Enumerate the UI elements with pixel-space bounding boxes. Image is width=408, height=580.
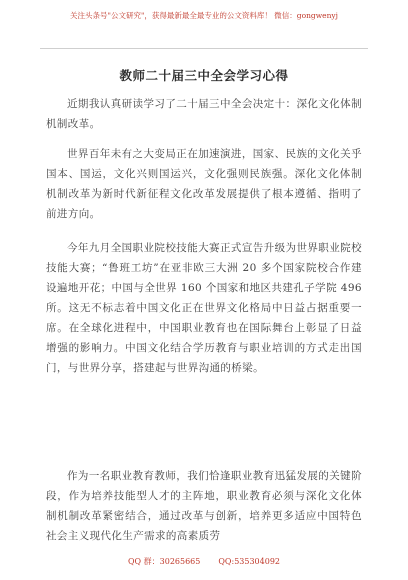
paragraph-2: 世界百年未有之大变局正在加速演进，国家、民族的文化关乎国本、国运，文化兴则国运兴，文化强则民族强。深化文化体制机制改革为新时代新征程文化改革发展提供了根本遵循、指明了前进方向。 xyxy=(46,148,362,220)
footer-qq: QQ:535304092 xyxy=(218,557,280,566)
footer-contact xyxy=(0,556,408,567)
header-divider xyxy=(40,48,368,49)
paragraph-1: 近期我认真研读学习了二十届三中全会决定十：深化文化体制机制改革。 xyxy=(46,98,362,130)
document-title: 教师二十届三中全会学习心得 xyxy=(119,68,289,83)
header-notice: 关注头条号"公文研究"，获得最新最全最专业的公文资料库！ 微信：gongwenyj xyxy=(70,11,338,20)
footer-qq-group: QQ 群：30265665 xyxy=(127,557,201,566)
paragraph-3: 今年九月全国职业院校技能大赛正式宣告升级为世界职业院校技能大赛；“鲁班工坊”在亚非欧三大洲 20 多个国家院校合作建设遍地开花；中国与全世界 160 个国家和地区共建孔子学院 496 所。这无不标志着中国文化正在世界文化格局中日益占据重要一席。在全球化进程中，中国职业教育也在国际舞台上彰显了日益增强的影响力。中国文化结合学历教育与职业培训的方式走出国门，与世界分享，搭建起与世界沟通的桥梁。 xyxy=(46,242,362,374)
paragraph-4: 作为一名职业教育教师，我们恰逢职业教育迅猛发展的关键阶段，作为培养技能型人才的主阵地，职业教育必须与深化文化体制机制改革紧密结合，通过改革与创新，培养更多适应中国特色社会主义现代化生产需求的高素质劳 xyxy=(46,470,362,542)
